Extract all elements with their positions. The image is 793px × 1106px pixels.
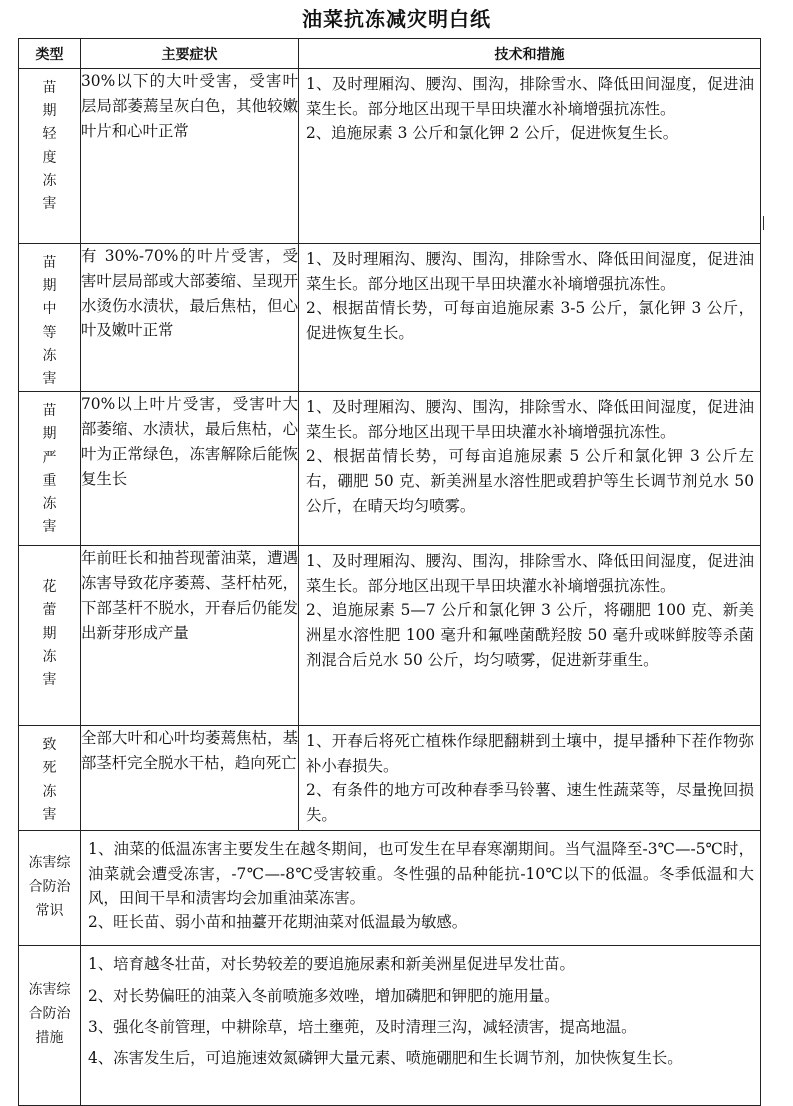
type-cell — [19, 831, 81, 946]
type-label: 致死冻害 — [42, 737, 57, 823]
measure-cell — [299, 244, 761, 392]
table-row — [19, 392, 761, 546]
measure-item: 2、根据苗情长势，可每亩追施尿素 5 公斤和氯化钾 3 公斤左右，硼肥 50 克、新美洲星水溶性肥或碧护等生长调节剂兑水 50 公斤，在晴天均匀喷雾。 — [306, 447, 754, 515]
symptom-cell: 年前旺长和抽苔现蕾油菜，遭遇冻害导致花序萎蔫、茎杆枯死，下部茎杆不脱水，开春后仍能发出新芽形成产量 — [81, 546, 299, 726]
measure-cell — [299, 392, 761, 546]
table-header-row — [19, 39, 761, 69]
measure-item: 2、追施尿素 5—7 公斤和氯化钾 3 公斤，将硼肥 100 克、新美洲星水溶性肥 100 毫升和氟唑菌酰羟胺 50 毫升或咪鲜胺等杀菌剂混合后兑水 50 公斤，均匀喷雾，促进新芽重生。 — [306, 601, 754, 669]
measure-item: 2、根据苗情长势，可每亩追施尿素 3-5 公斤，氯化钾 3 公斤，促进恢复生长。 — [306, 299, 754, 342]
measure-item: 1、及时理厢沟、腰沟、围沟，排除雪水、降低田间湿度，促进油菜生长。部分地区出现干旱田块灌水补墒增强抗冻性。 — [306, 75, 754, 118]
type-cell — [19, 244, 81, 392]
type-label: 冻害综合防治措施 — [28, 982, 71, 1047]
table-row — [19, 244, 761, 392]
symptom-cell: 30%以下的大叶受害，受害叶层局部萎蔫呈灰白色，其他较嫩叶片和心叶正常 — [81, 69, 299, 244]
type-cell — [19, 69, 81, 244]
type-label: 花蕾期冻害 — [42, 579, 57, 689]
knowledge-item: 1、油菜的低温冻害主要发生在越冬期间，也可发生在早春寒潮期间。当气温降至-3℃—-5℃时，油菜就会遭受冻害，-7℃—-8℃受害较重。冬性强的品种能抗-10℃以下的低温。冬季低温和大风，田间干旱和渍害均会加重油菜冻害。 — [88, 840, 754, 908]
table-row — [19, 69, 761, 244]
type-cell — [19, 726, 81, 831]
prevention-item: 2、对长势偏旺的油菜入冬前喷施多效唑，增加磷肥和钾肥的施用量。 — [88, 986, 560, 1005]
measure-item: 2、追施尿素 3 公斤和氯化钾 2 公斤，促进恢复生长。 — [306, 124, 679, 143]
measure-cell — [299, 69, 761, 244]
symptom-cell: 全部大叶和心叶均萎蔫焦枯，基部茎杆完全脱水干枯，趋向死亡 — [81, 726, 299, 831]
symptom-cell: 70%以上叶片受害，受害叶大部萎缩、水渍状，最后焦枯，心叶为正常绿色，冻害解除后能恢复生长 — [81, 392, 299, 546]
measure-item: 1、及时理厢沟、腰沟、围沟，排除雪水、降低田间湿度，促进油菜生长。部分地区出现干旱田块灌水补墒增强抗冻性。 — [306, 398, 754, 441]
measure-item: 1、及时理厢沟、腰沟、围沟，排除雪水、降低田间湿度，促进油菜生长。部分地区出现干旱田块灌水补墒增强抗冻性。 — [306, 250, 754, 293]
type-cell — [19, 946, 81, 1106]
frost-guide-table — [18, 38, 761, 1106]
table-row — [19, 831, 761, 946]
knowledge-cell — [81, 831, 761, 946]
prevention-item: 1、培育越冬壮苗，对长势较差的要追施尿素和新美洲星促进早发壮苗。 — [88, 955, 575, 974]
prevention-cell — [81, 946, 761, 1106]
page-title: 油菜抗冻减灾明白纸 — [302, 7, 491, 31]
symptom-cell: 有 30%-70%的叶片受害，受害叶层局部或大部萎缩、呈现开水烫伤水渍状，最后焦枯，但心叶及嫩叶正常 — [81, 244, 299, 392]
table-row — [19, 546, 761, 726]
prevention-item: 4、冻害发生后，可追施速效氮磷钾大量元素、喷施硼肥和生长调节剂，加快恢复生长。 — [88, 1049, 683, 1068]
table-row — [19, 946, 761, 1106]
type-label: 冻害综合防治常识 — [28, 855, 71, 920]
edge-mark — [763, 216, 764, 230]
table-row — [19, 726, 761, 831]
type-cell — [19, 392, 81, 546]
type-label: 苗期轻度冻害 — [42, 80, 57, 213]
header-measures: 技术和措施 — [299, 39, 761, 69]
prevention-item: 3、强化冬前管理，中耕除草，培土壅蔸，及时清理三沟，减轻渍害，提高地温。 — [88, 1018, 637, 1037]
measure-cell — [299, 546, 761, 726]
measure-item: 2、有条件的地方可改种春季马铃薯、速生性蔬菜等，尽量挽回损失。 — [306, 781, 754, 824]
header-symptoms: 主要症状 — [81, 39, 299, 69]
measure-item: 1、开春后将死亡植株作绿肥翻耕到土壤中，提早播种下茬作物弥补小春损失。 — [306, 732, 754, 775]
type-label: 苗期严重冻害 — [42, 403, 57, 536]
measure-cell — [299, 726, 761, 831]
type-cell — [19, 546, 81, 726]
type-label: 苗期中等冻害 — [42, 255, 57, 388]
knowledge-item: 2、旺长苗、弱小苗和抽薹开花期油菜对低温最为敏感。 — [88, 913, 468, 932]
measure-item: 1、及时理厢沟、腰沟、围沟，排除雪水、降低田间湿度，促进油菜生长。部分地区出现干旱田块灌水补墒增强抗冻性。 — [306, 552, 754, 595]
header-type: 类型 — [19, 39, 81, 69]
